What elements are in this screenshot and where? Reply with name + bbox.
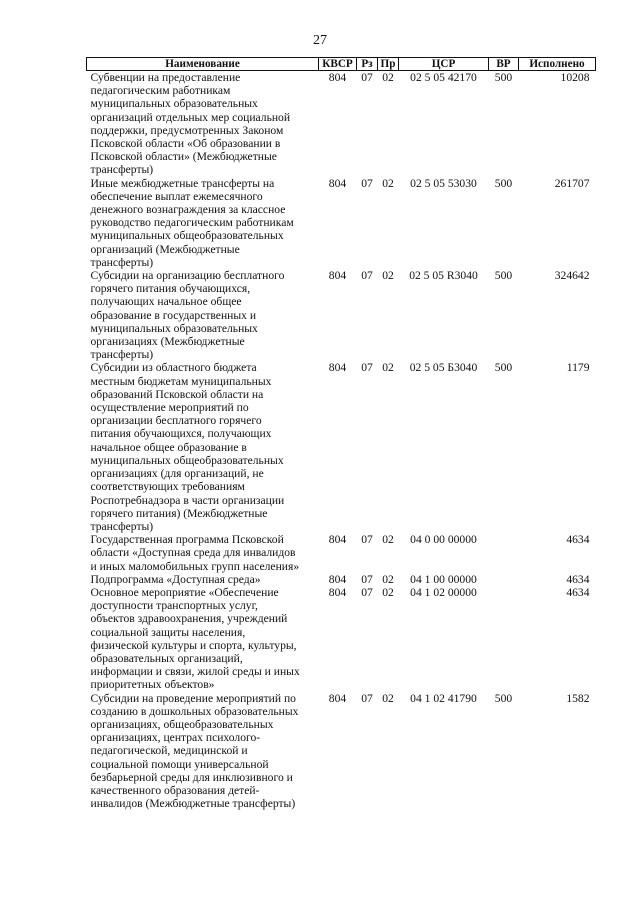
row-kvsr: 804 [328,176,347,190]
table-row [87,361,596,533]
row-pr: 02 [382,533,394,547]
header-kvsr: КВСР [319,58,357,71]
row-vr: 500 [494,361,513,375]
row-pr: 02 [382,71,394,84]
row-rz: 07 [361,585,373,599]
row-name: Иные межбюджетные трансферты на обеспечение выплат ежемесячного денежного вознаграждения за классное руководство педагогическим работникам муниципальных общеобразовательных организаций (Межбюджетные трансферты) [90,176,294,269]
row-amount: 4634 [566,572,590,586]
row-vr: 500 [494,691,513,705]
row-amount: 4634 [566,533,590,547]
header-amount: Исполнено [519,58,596,71]
row-name: Субсидии на проведение мероприятий по созданию в дошкольных образовательных организациях, общеобразовательных организациях, центрах психолого- педагогической, медицинской и социальной помощи универсальной безбарьерной среды для инклюзивного и качественного образования детей- инвалидов (Межбюджетные трансферты) [90,691,299,811]
table-row [87,692,596,811]
row-csr: 02 5 05 42170 [410,71,477,84]
row-kvsr: 804 [328,361,347,375]
row-csr: 02 5 05 Б3040 [409,361,478,375]
row-csr: 02 5 05 R3040 [409,269,478,283]
row-kvsr: 804 [328,71,347,84]
row-rz: 07 [361,533,373,547]
row-amount: 261707 [554,176,590,190]
header-rz: Рз [357,58,378,71]
row-pr: 02 [382,585,394,599]
row-name: Основное мероприятие «Обеспечение доступности транспортных услуг, объектов здравоохранения, учреждений социальной защиты населения, физической культуры и спорта, культуры, образовательных организаций, информации и связи, жилой среды и иных приоритетных объектов» [90,585,300,692]
row-amount: 1582 [566,691,590,705]
row-csr: 02 5 05 53030 [410,176,477,190]
row-vr [489,573,519,586]
row-csr: 04 0 00 00000 [410,533,477,547]
row-csr: 04 1 00 00000 [410,572,477,586]
row-pr: 02 [382,572,394,586]
row-vr: 500 [494,176,513,190]
row-rz: 07 [361,572,373,586]
row-vr: 500 [494,269,513,283]
row-name: Государственная программа Псковской области «Доступная среда для инвалидов и иных маломобильных групп населения» [90,533,300,573]
header-vr: ВР [489,58,519,71]
table-row [87,177,596,269]
table-row [87,586,596,692]
row-kvsr: 804 [328,572,347,586]
row-amount: 4634 [566,585,590,599]
header-pr: Пр [378,58,399,71]
table-row [87,533,596,573]
row-name: Субсидии на организацию бесплатного горячего питания обучающихся, получающих начальное общее образование в государственных и муниципальных образовательных организациях (Межбюджетные трансферты) [90,269,285,362]
row-rz: 07 [361,269,373,283]
row-pr: 02 [382,691,394,705]
row-kvsr: 804 [328,585,347,599]
table-row [87,269,596,361]
row-csr: 04 1 02 00000 [410,585,477,599]
page-number: 27 [313,33,327,48]
row-pr: 02 [382,176,394,190]
row-rz: 07 [361,71,373,84]
row-vr [489,533,519,573]
table-row [87,71,596,177]
row-kvsr: 804 [328,691,347,705]
row-rz: 07 [361,176,373,190]
row-amount: 324642 [554,269,590,283]
row-kvsr: 804 [328,533,347,547]
row-vr [489,586,519,692]
row-name: Подпрограмма «Доступная среда» [90,572,261,586]
row-pr: 02 [382,269,394,283]
row-amount: 1179 [566,361,590,375]
budget-table [86,57,596,810]
table-header-row [87,58,596,71]
header-name: Наименование [87,58,319,71]
row-amount: 10208 [560,71,590,84]
row-rz: 07 [361,361,373,375]
row-name: Субвенции на предоставление педагогическим работникам муниципальных образовательных организаций отдельных мер социальной поддержки, предусмотренных Законом Псковской области «Об образовании в Псковской области» (Межбюджетные трансферты) [90,71,291,177]
row-rz: 07 [361,691,373,705]
row-name: Субсидии из областного бюджета местным бюджетам муниципальных образований Псковской области на осуществление мероприятий по организации бесплатного горячего питания обучающихся, получающих начальное общее образование в муниципальных общеобразовательных организациях (для организаций, не соответствующих требованиям Роспотребнадзора в части организации горячего питания) (Межбюджетные трансферты) [90,361,285,533]
table-row [87,573,596,586]
header-csr: ЦСР [399,58,489,71]
row-pr: 02 [382,361,394,375]
row-vr: 500 [494,71,513,84]
row-kvsr: 804 [328,269,347,283]
row-csr: 04 1 02 41790 [410,691,477,705]
